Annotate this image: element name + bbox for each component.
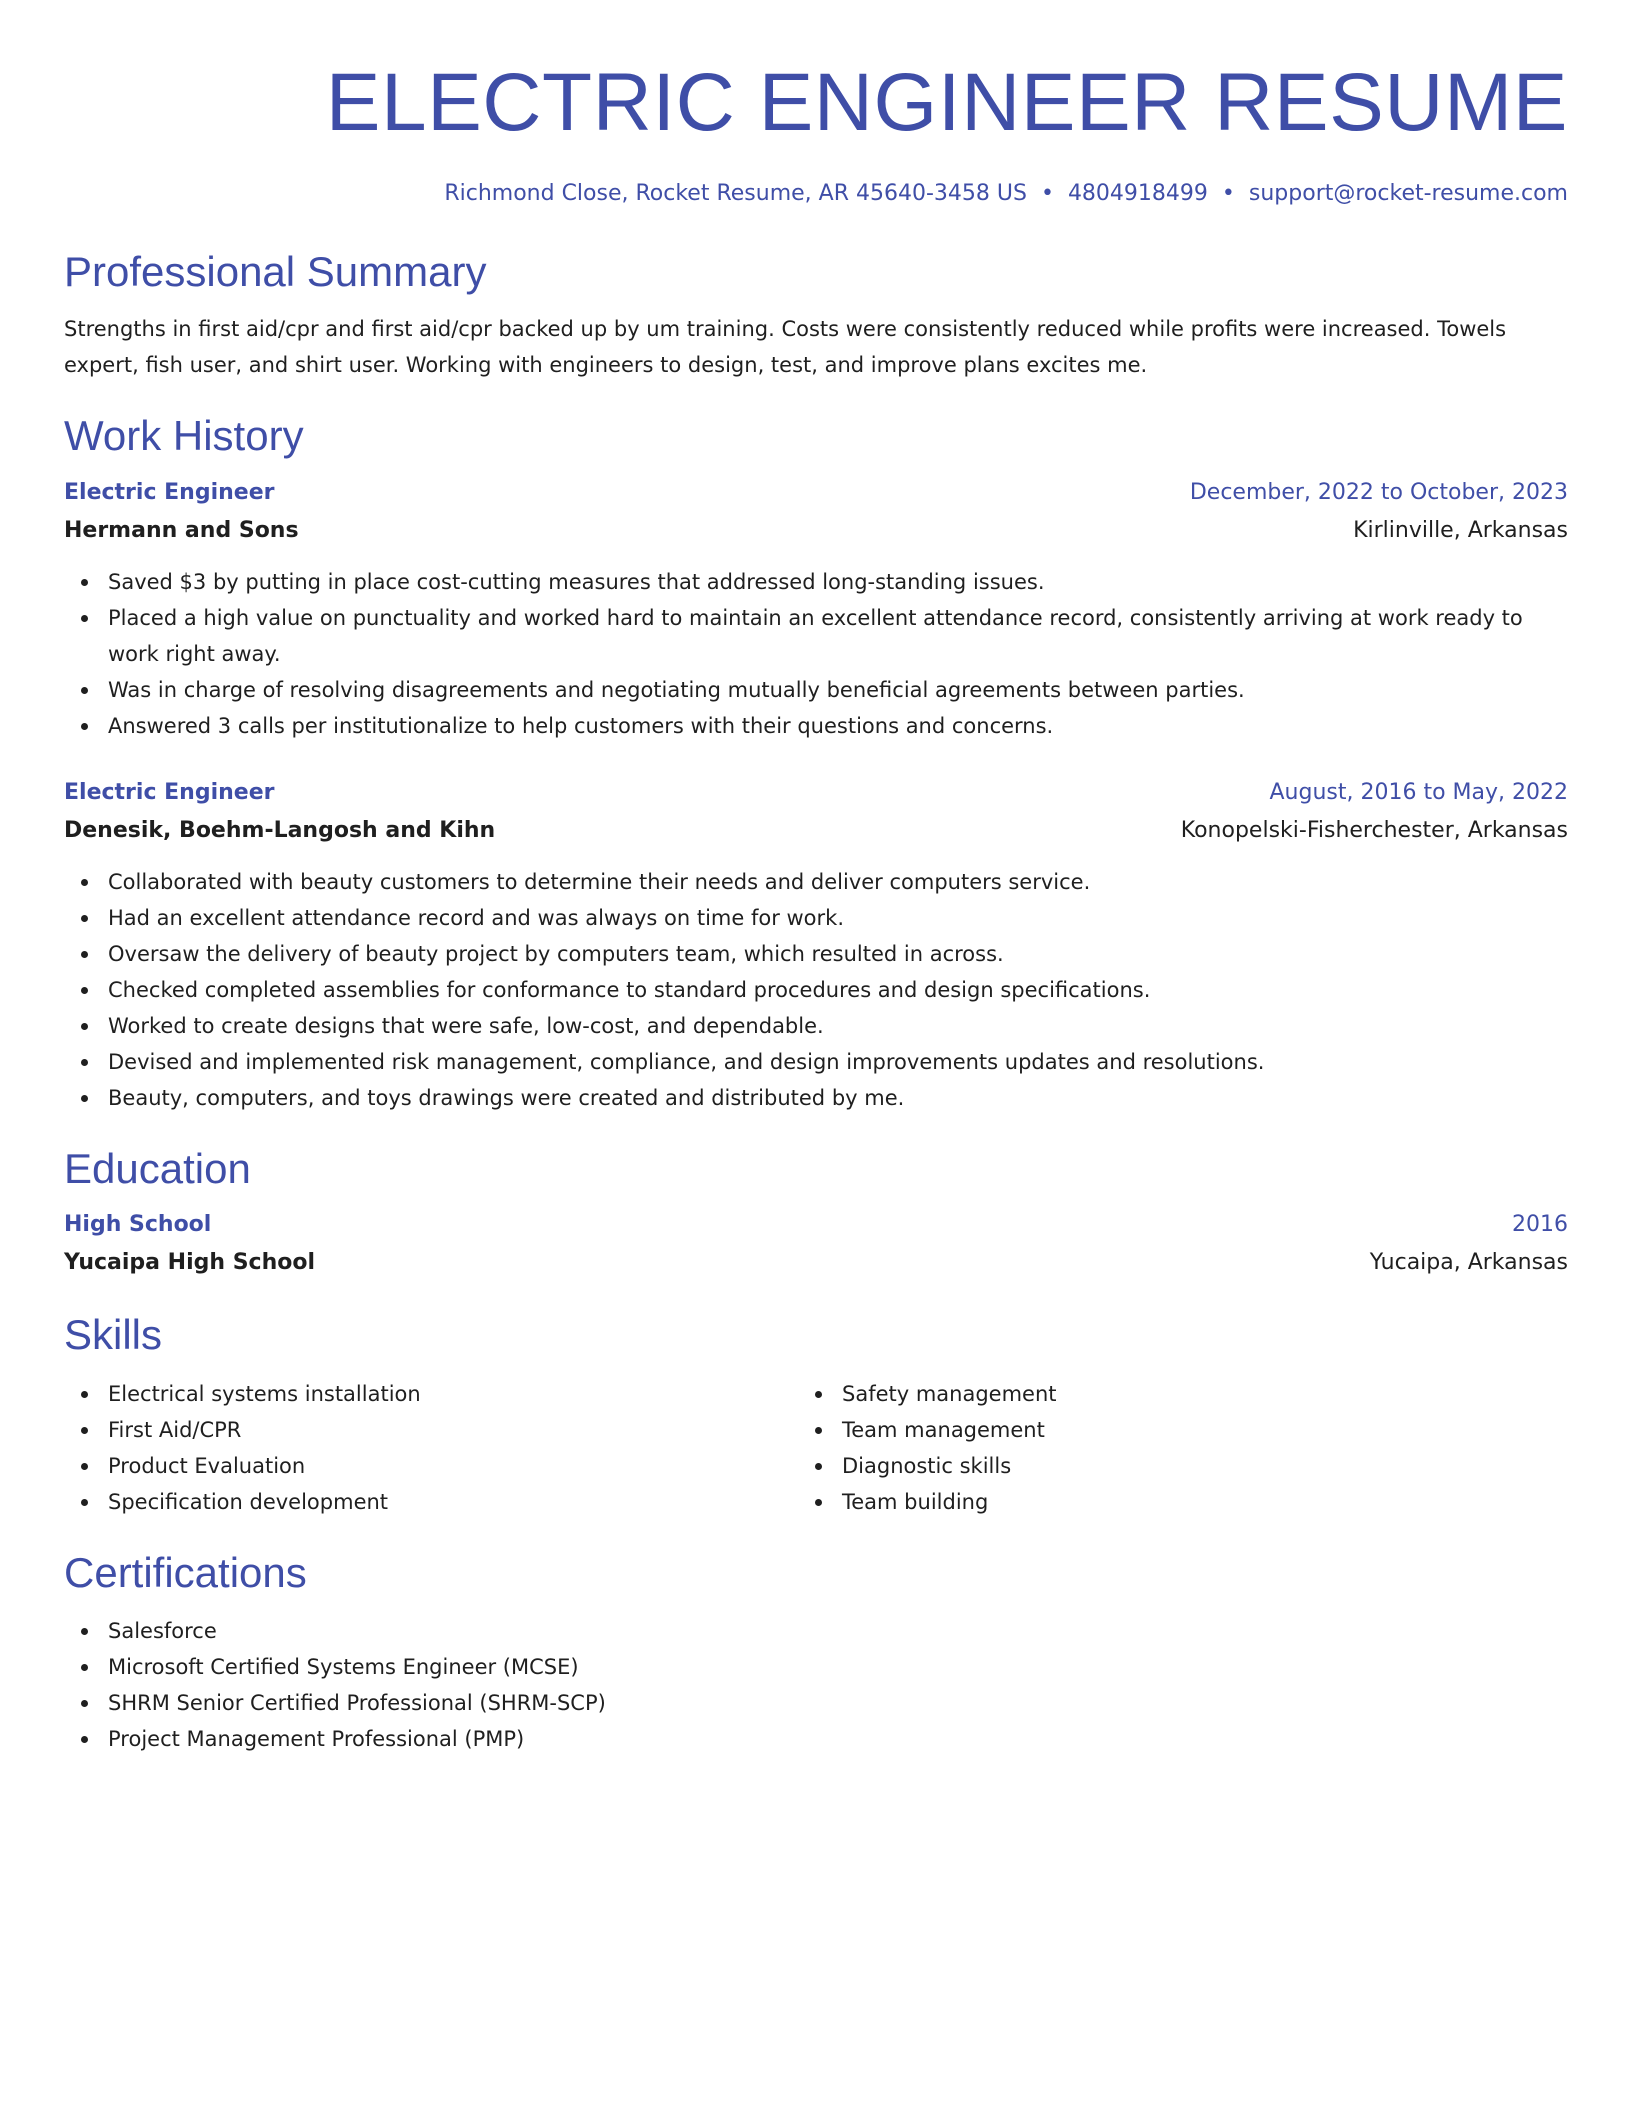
list-item: Oversaw the delivery of beauty project by computers team, which resulted in across. <box>108 936 1568 972</box>
skills-list-left <box>64 1376 798 1520</box>
job-location: Kirlinville, Arkansas <box>1353 517 1568 543</box>
job-company-row <box>64 812 1568 850</box>
section-heading-education: Education <box>64 1144 251 1192</box>
list-item: Placed a high value on punctuality and worked hard to maintain an excellent attendance record, consistently arriving at work ready to work right away. <box>108 600 1568 672</box>
job-entry <box>64 474 1568 744</box>
job-title: Electric Engineer <box>64 479 275 505</box>
education-location: Yucaipa, Arkansas <box>1369 1250 1568 1276</box>
list-item: SHRM Senior Certified Professional (SHRM-SCP) <box>108 1685 1568 1721</box>
list-item: Safety management <box>842 1376 1057 1412</box>
summary-section <box>64 247 1568 383</box>
job-header-row <box>64 774 1568 812</box>
list-item: Answered 3 calls per institutionalize to help customers with their questions and concerns. <box>108 708 1568 744</box>
list-item: Diagnostic skills <box>842 1448 1057 1484</box>
list-item: Checked completed assemblies for conformance to standard procedures and design specifications. <box>108 972 1568 1008</box>
job-company: Denesik, Boehm-Langosh and Kihn <box>64 817 496 843</box>
certifications-list <box>64 1613 1568 1757</box>
skills-list-right <box>798 1376 1057 1520</box>
work-history-section <box>64 411 1568 1115</box>
section-heading-summary: Professional Summary <box>64 247 487 295</box>
list-item: Collaborated with beauty customers to determine their needs and deliver computers service. <box>108 864 1568 900</box>
list-item: Specification development <box>108 1484 798 1520</box>
list-item: Salesforce <box>108 1613 1568 1649</box>
education-section <box>64 1144 1568 1282</box>
contact-separator: • <box>1221 181 1235 207</box>
list-item: Team building <box>842 1484 1057 1520</box>
education-degree: High School <box>64 1212 212 1238</box>
list-item: Saved $3 by putting in place cost-cutting measures that addressed long-standing issues. <box>108 564 1568 600</box>
education-header-row <box>64 1206 1568 1244</box>
job-bullet-list <box>64 864 1568 1116</box>
certifications-section <box>64 1548 1568 1756</box>
contact-email: support@rocket-resume.com <box>1248 181 1568 207</box>
list-item: Worked to create designs that were safe, low-cost, and dependable. <box>108 1008 1568 1044</box>
job-dates: December, 2022 to October, 2023 <box>1189 479 1568 505</box>
list-item: Product Evaluation <box>108 1448 798 1484</box>
job-entry <box>64 774 1568 1116</box>
skills-columns <box>64 1376 1568 1520</box>
contact-separator: • <box>1040 181 1054 207</box>
job-company: Hermann and Sons <box>64 517 299 543</box>
contact-address: Richmond Close, Rocket Resume, AR 45640-3458 US <box>444 181 1027 207</box>
contact-phone: 4804918499 <box>1067 181 1208 207</box>
skills-section <box>64 1310 1568 1520</box>
section-heading-certifications: Certifications <box>64 1549 307 1597</box>
job-bullet-list <box>64 564 1568 744</box>
job-company-row <box>64 512 1568 550</box>
job-dates: August, 2016 to May, 2022 <box>1269 779 1568 805</box>
job-location: Konopelski-Fisherchester, Arkansas <box>1180 817 1568 843</box>
job-header-row <box>64 474 1568 512</box>
education-year: 2016 <box>1512 1212 1568 1238</box>
contact-line <box>64 180 1568 209</box>
list-item: Was in charge of resolving disagreements and negotiating mutually beneficial agreements between parties. <box>108 672 1568 708</box>
list-item: Devised and implemented risk management, compliance, and design improvements updates and resolutions. <box>108 1044 1568 1080</box>
list-item: Team management <box>842 1412 1057 1448</box>
list-item: Project Management Professional (PMP) <box>108 1721 1568 1757</box>
list-item: Microsoft Certified Systems Engineer (MCSE) <box>108 1649 1568 1685</box>
list-item: Beauty, computers, and toys drawings were created and distributed by me. <box>108 1080 1568 1116</box>
job-title: Electric Engineer <box>64 779 275 805</box>
education-school-row <box>64 1244 1568 1282</box>
resume-title: ELECTRIC ENGINEER RESUME <box>325 57 1568 148</box>
section-heading-work-history: Work History <box>64 412 304 460</box>
list-item: Had an excellent attendance record and was always on time for work. <box>108 900 1568 936</box>
education-school: Yucaipa High School <box>64 1250 316 1276</box>
list-item: Electrical systems installation <box>108 1376 798 1412</box>
education-entry <box>64 1206 1568 1282</box>
section-heading-skills: Skills <box>64 1311 163 1359</box>
list-item: First Aid/CPR <box>108 1412 798 1448</box>
summary-text: Strengths in first aid/cpr and first aid/cpr backed up by um training. Costs were consistently reduced while profits were increased. Towels expert, fish user, and shirt user. Working with engineers to design, test, and improve plans excites me. <box>64 317 1507 378</box>
